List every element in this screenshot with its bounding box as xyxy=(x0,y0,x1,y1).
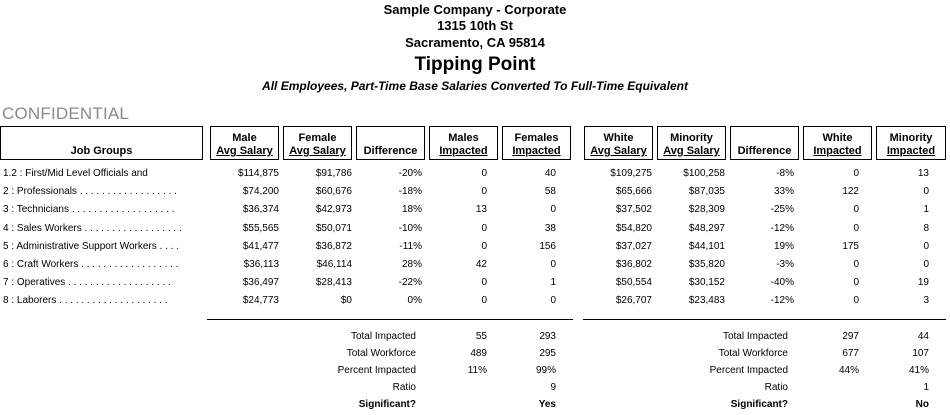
col-label-line1: Difference xyxy=(737,145,792,157)
cell-white: $36,802 xyxy=(615,259,652,270)
summary-white-value: 297 xyxy=(842,331,859,342)
divider-race xyxy=(583,319,946,320)
cell-diff2: -12% xyxy=(770,222,794,234)
cell-minority: $100,258 xyxy=(683,168,725,179)
cell-wimp: 0 xyxy=(853,168,859,179)
col-minority-impacted xyxy=(876,126,946,160)
cell-wimp: 0 xyxy=(853,295,859,307)
cell-fimp: 38 xyxy=(544,222,556,234)
cell-wimp: 122 xyxy=(842,186,859,198)
summary-minority-value: 107 xyxy=(912,348,929,359)
cell-diff2: -12% xyxy=(770,295,794,307)
cell-diff1: -11% xyxy=(399,240,422,252)
summary-right-label: Significant? xyxy=(730,399,788,410)
table-row xyxy=(0,276,950,294)
col-white-avg-salary xyxy=(584,126,653,160)
cell-mimp: 13 xyxy=(475,204,487,216)
col-label-line1: Male xyxy=(232,132,257,144)
cell-fimp: 0 xyxy=(550,259,556,270)
cell-fimp: 156 xyxy=(539,240,556,252)
divider-gender xyxy=(207,319,573,320)
cell-diff1: 0% xyxy=(407,295,422,307)
cell-diff1: -10% xyxy=(398,222,422,234)
table-row xyxy=(0,167,950,185)
cell-male: $36,374 xyxy=(242,204,279,216)
cell-male: $74,200 xyxy=(242,186,279,198)
address-line-2: Sacramento, CA 95814 xyxy=(405,35,545,50)
cell-minority: $44,101 xyxy=(688,240,725,252)
col-label-line1: White xyxy=(822,132,853,144)
col-label-line1: Minority xyxy=(670,132,713,144)
cell-diff2: -8% xyxy=(776,168,794,179)
cell-mimp: 0 xyxy=(481,186,487,198)
col-male-avg-salary xyxy=(210,126,279,160)
cell-female: $36,872 xyxy=(315,240,352,252)
cell-fimp: 0 xyxy=(550,204,556,216)
cell-male: $36,113 xyxy=(243,259,279,270)
cell-diff1: -20% xyxy=(398,168,422,179)
cell-male: $41,477 xyxy=(242,240,279,252)
cell-minimp: 0 xyxy=(923,186,929,198)
col-white-impacted xyxy=(803,126,872,160)
summary-males-value: 11% xyxy=(467,365,487,376)
cell-female: $28,413 xyxy=(315,277,352,289)
cell-female: $50,071 xyxy=(315,222,352,234)
cell-male: $114,875 xyxy=(238,168,279,179)
cell-white: $65,666 xyxy=(615,186,652,198)
summary-females-value: Yes xyxy=(538,399,556,410)
confidential-label: CONFIDENTIAL xyxy=(2,104,130,123)
summary-row xyxy=(0,398,950,415)
table-row xyxy=(0,203,950,221)
cell-white: $109,275 xyxy=(610,168,652,179)
summary-minority-value: 44 xyxy=(917,331,929,342)
col-label-line1: Female xyxy=(298,132,337,144)
col-label-line2: Avg Salary xyxy=(216,145,273,157)
cell-wimp: 0 xyxy=(853,259,859,270)
cell-minimp: 3 xyxy=(923,295,929,307)
col-label-line2: Impacted xyxy=(439,145,488,157)
report-subtitle: All Employees, Part-Time Base Salaries Converted To Full-Time Equivalent xyxy=(262,79,688,93)
cell-diff2: -25% xyxy=(770,204,794,216)
cell-male: $55,565 xyxy=(242,222,279,234)
cell-minimp: 0 xyxy=(923,259,929,270)
job-group-label: 5 : Administrative Support Workers . . . . xyxy=(3,240,179,252)
cell-diff2: 19% xyxy=(773,240,794,252)
cell-fimp: 0 xyxy=(550,295,556,307)
col-minority-avg-salary xyxy=(657,126,726,160)
summary-white-value: 677 xyxy=(842,348,859,359)
summary-right-label: Ratio xyxy=(764,382,788,393)
cell-fimp: 58 xyxy=(544,186,556,198)
cell-male: $24,773 xyxy=(242,295,279,307)
report-title: Tipping Point xyxy=(414,54,536,75)
cell-minority: $35,820 xyxy=(688,259,725,270)
summary-right-label: Percent Impacted xyxy=(709,365,788,376)
summary-row xyxy=(0,330,950,347)
col-label-line1: White xyxy=(603,132,634,144)
cell-minority: $48,297 xyxy=(688,222,725,234)
cell-white: $50,554 xyxy=(615,277,652,289)
table-row xyxy=(0,258,950,276)
summary-left-label: Total Workforce xyxy=(346,348,416,359)
table-row xyxy=(0,185,950,203)
summary-left-label: Total Impacted xyxy=(350,331,416,342)
summary-males-value: 55 xyxy=(475,331,487,342)
cell-female: $0 xyxy=(340,295,352,307)
summary-left-label: Percent Impacted xyxy=(337,365,416,376)
cell-diff1: 18% xyxy=(401,204,422,216)
cell-minimp: 8 xyxy=(923,222,929,234)
summary-white-value: 44% xyxy=(838,365,859,376)
cell-mimp: 42 xyxy=(475,259,487,270)
cell-wimp: 0 xyxy=(853,222,859,234)
cell-minority: $87,035 xyxy=(688,186,725,198)
job-group-label: 2 : Professionals . . . . . . . . . . . . . . . . . . xyxy=(3,186,177,198)
col-label-line1: Males xyxy=(448,132,479,144)
summary-females-value: 293 xyxy=(539,331,556,342)
col-difference-race xyxy=(730,126,799,160)
cell-mimp: 0 xyxy=(481,295,487,307)
summary-minority-value: 1 xyxy=(923,382,929,393)
cell-diff2: 33% xyxy=(773,186,794,198)
cell-female: $42,973 xyxy=(315,204,352,216)
job-group-label: 3 : Technicians . . . . . . . . . . . . . . . . . . . xyxy=(3,204,175,216)
summary-right-label: Total Impacted xyxy=(722,331,788,342)
col-label-line1: Minority xyxy=(889,132,933,144)
col-label-line2: Avg Salary xyxy=(590,145,647,157)
cell-white: $54,820 xyxy=(615,222,652,234)
summary-row xyxy=(0,364,950,381)
col-label-line2: Impacted xyxy=(886,145,936,157)
cell-male: $36,497 xyxy=(242,277,279,289)
summary-females-value: 9 xyxy=(550,382,556,393)
col-label-line2: Impacted xyxy=(813,145,862,157)
cell-minimp: 13 xyxy=(917,168,929,179)
col-label-line1: Females xyxy=(514,132,559,144)
job-group-label: 4 : Sales Workers . . . . . . . . . . . . . . . . . . xyxy=(3,222,182,234)
col-job-groups xyxy=(0,126,203,160)
summary-left-label: Ratio xyxy=(392,382,416,393)
col-job-groups-label: Job Groups xyxy=(70,145,133,157)
cell-mimp: 0 xyxy=(481,168,487,179)
job-group-label: 7 : Operatives . . . . . . . . . . . . . . . . . . . xyxy=(3,277,171,289)
table-row xyxy=(0,240,950,258)
cell-mimp: 0 xyxy=(481,240,487,252)
summary-females-value: 295 xyxy=(539,348,556,359)
col-label-line2: Avg Salary xyxy=(289,145,346,157)
address-line-1: 1315 10th St xyxy=(437,18,513,33)
cell-diff2: -40% xyxy=(770,277,794,289)
cell-minority: $30,152 xyxy=(688,277,725,289)
col-label-line2: Impacted xyxy=(512,145,561,157)
cell-diff1: -22% xyxy=(398,277,422,289)
cell-white: $26,707 xyxy=(615,295,652,307)
cell-mimp: 0 xyxy=(481,277,487,289)
cell-minimp: 0 xyxy=(923,240,929,252)
summary-left-label: Significant? xyxy=(358,399,416,410)
job-group-label: 6 : Craft Workers . . . . . . . . . . . . . . . . . . xyxy=(3,259,179,270)
cell-white: $37,502 xyxy=(615,204,652,216)
col-label-line1: Difference xyxy=(363,145,418,157)
cell-fimp: 40 xyxy=(544,168,556,179)
table-row xyxy=(0,294,950,312)
col-difference-gender xyxy=(356,126,425,160)
summary-row xyxy=(0,347,950,364)
cell-minimp: 19 xyxy=(917,277,929,289)
col-males-impacted xyxy=(429,126,498,160)
summary-right-label: Total Workforce xyxy=(718,348,788,359)
col-label-line2: Avg Salary xyxy=(663,145,720,157)
cell-wimp: 0 xyxy=(853,204,859,216)
job-group-label: 1.2 : First/Mid Level Officials and xyxy=(3,168,148,179)
summary-row xyxy=(0,381,950,398)
summary-minority-value: No xyxy=(915,399,929,410)
col-females-impacted xyxy=(502,126,571,160)
cell-female: $46,114 xyxy=(316,259,352,270)
cell-mimp: 0 xyxy=(481,222,487,234)
company-name: Sample Company - Corporate xyxy=(383,2,567,17)
cell-diff2: -3% xyxy=(776,259,794,270)
cell-minimp: 1 xyxy=(923,204,929,216)
cell-minority: $23,483 xyxy=(688,295,725,307)
cell-wimp: 0 xyxy=(853,277,859,289)
cell-minority: $28,309 xyxy=(688,204,725,216)
cell-fimp: 1 xyxy=(550,277,556,289)
cell-white: $37,027 xyxy=(615,240,652,252)
cell-diff1: 28% xyxy=(401,259,422,270)
summary-females-value: 99% xyxy=(535,365,556,376)
job-group-label: 8 : Laborers . . . . . . . . . . . . . . . . . . . . xyxy=(3,295,168,307)
cell-female: $91,786 xyxy=(315,168,352,179)
summary-males-value: 489 xyxy=(470,348,487,359)
table-row xyxy=(0,222,950,240)
col-female-avg-salary xyxy=(283,126,352,160)
cell-female: $60,676 xyxy=(315,186,352,198)
summary-minority-value: 41% xyxy=(908,365,929,376)
cell-wimp: 175 xyxy=(842,240,859,252)
cell-diff1: -18% xyxy=(398,186,422,198)
